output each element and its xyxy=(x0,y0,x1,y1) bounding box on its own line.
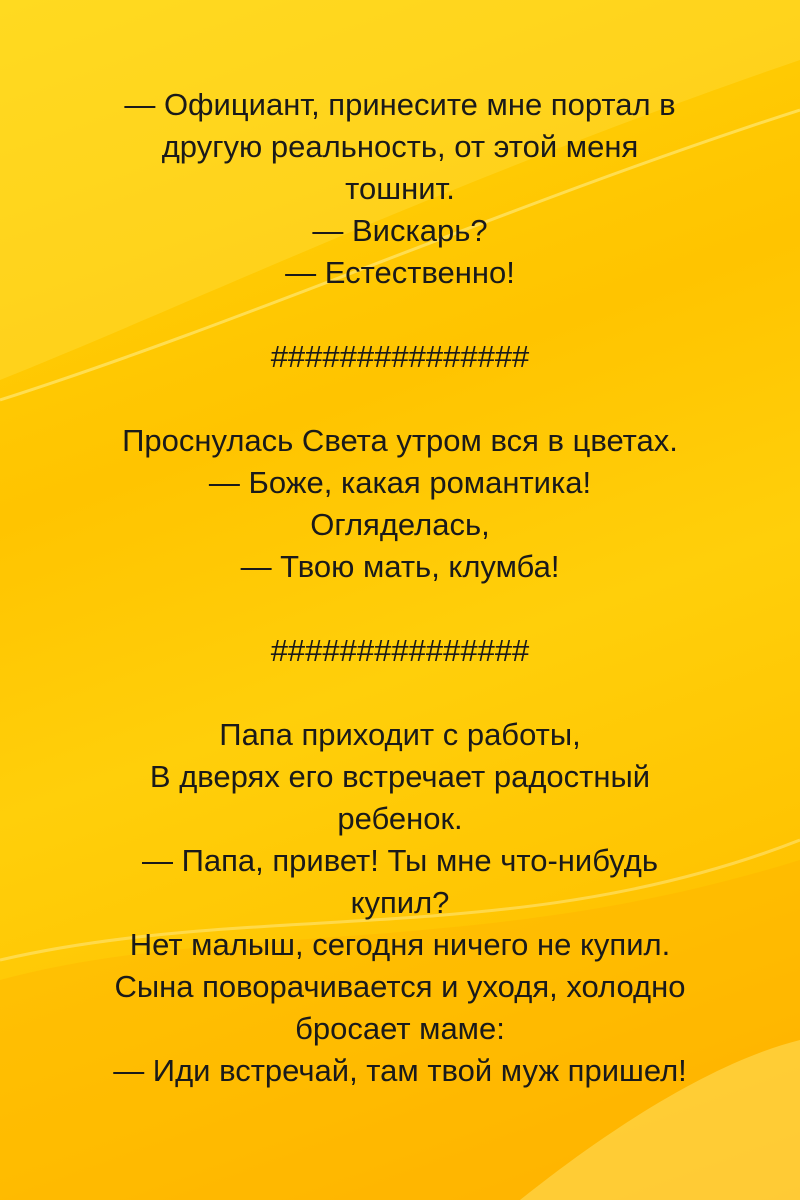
joke2-line: — Боже, какая романтика! xyxy=(208,465,592,500)
joke3-line: В дверях его встречает радостный xyxy=(149,759,651,794)
spacer xyxy=(0,672,800,714)
joke1-line: — Естественно! xyxy=(285,255,515,290)
separator: ############### xyxy=(270,633,530,668)
joke2-line: — Твою мать, клумба! xyxy=(240,549,560,584)
jokes-text xyxy=(0,84,800,1092)
joke3-line: купил? xyxy=(350,885,450,920)
joke2-line: Огляделась, xyxy=(310,507,490,542)
joke3-line: Нет малыш, сегодня ничего не купил. xyxy=(129,927,671,962)
joke1-line: — Официант, принесите мне портал в xyxy=(124,87,676,122)
joke1-line: тошнит. xyxy=(345,171,455,206)
joke3-line: Папа приходит с работы, xyxy=(219,717,581,752)
joke1-line: другую реальность, от этой меня xyxy=(161,129,639,164)
spacer xyxy=(0,294,800,336)
joke3-line: Сына поворачивается и уходя, холодно xyxy=(114,969,686,1004)
joke3-line: — Иди встречай, там твой муж пришел! xyxy=(113,1053,687,1088)
joke3-line: — Папа, привет! Ты мне что-нибудь xyxy=(141,843,659,878)
spacer xyxy=(0,588,800,630)
joke1-line: — Вискарь? xyxy=(312,213,488,248)
joke3-line: ребенок. xyxy=(337,801,463,836)
joke2-line: Проснулась Света утром вся в цветах. xyxy=(122,423,678,458)
joke3-line: бросает маме: xyxy=(295,1011,505,1046)
spacer xyxy=(0,378,800,420)
separator: ############### xyxy=(270,339,530,374)
